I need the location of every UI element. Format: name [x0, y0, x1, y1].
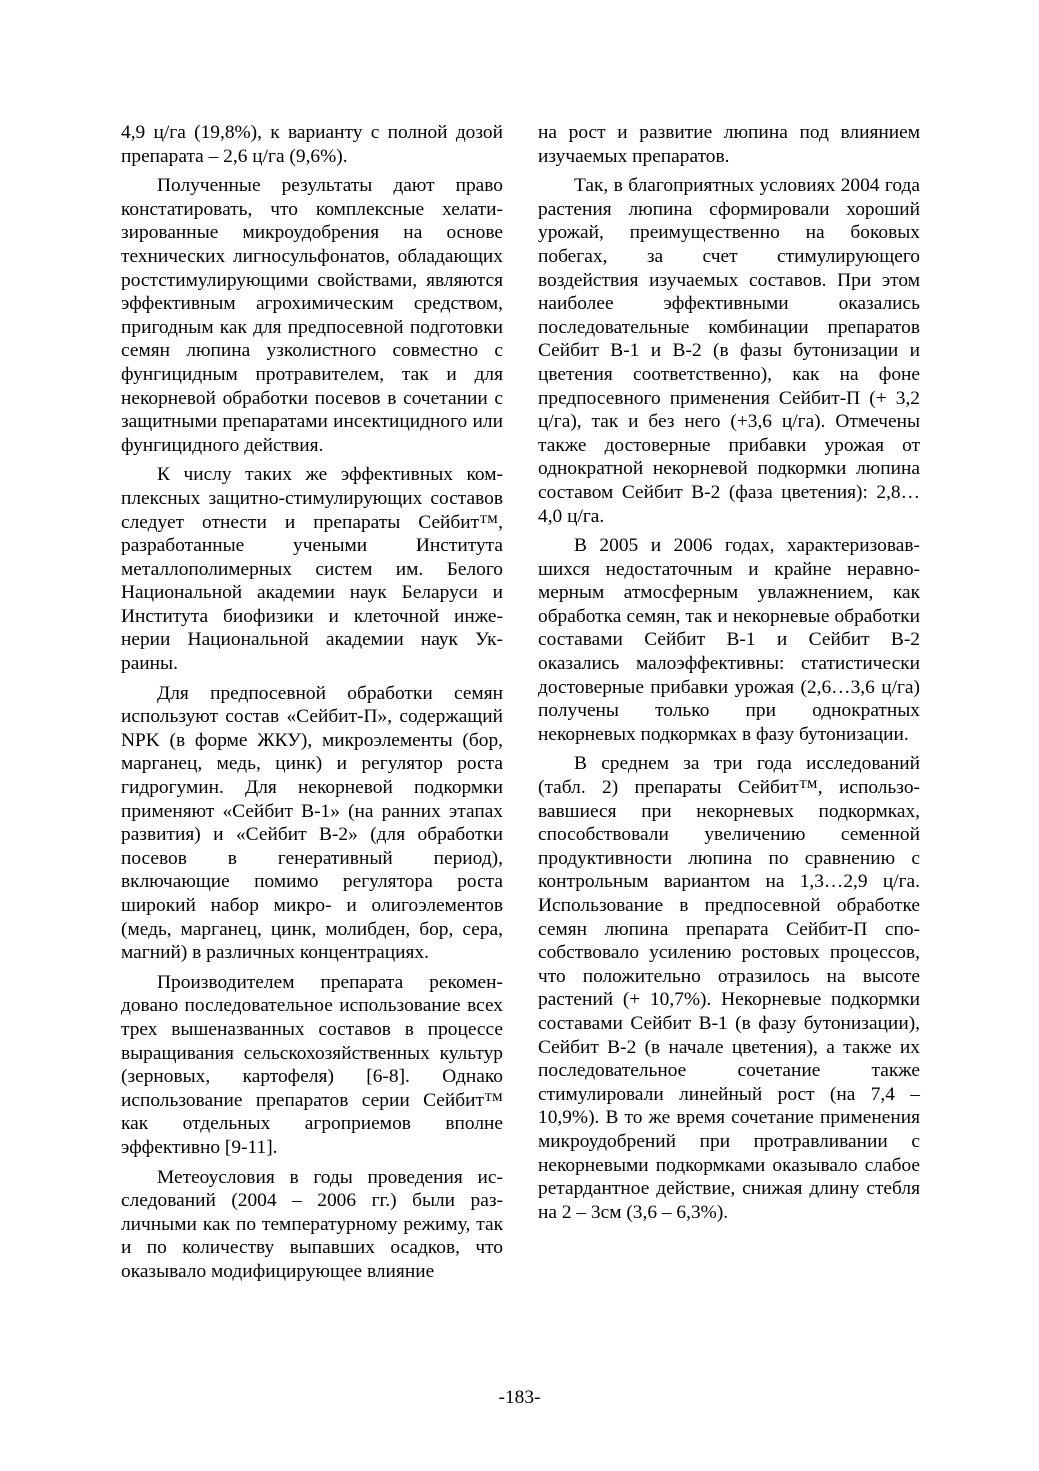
paragraph-2005-2006-results: В 2005 и 2006 годах, характеризовавшихся недостаточным и крайне неравномерным атмосферным увлажнением, как обработка семян, так и некорневые обработки составами Сейбит В-1 и Сейбит В-2 оказались малоэффективны: статистически достоверные прибавки урожая (2,6…3,6 ц/га) получены только при однократных некорневых подкормках в фазу бутонизации. — [538, 535, 920, 745]
paragraph-seibit-composition: Для предпосевной обработки семян используют состав «Сейбит-П», содержащий NPK (в форме ЖКУ), микроэлементы (бор, марганец, медь, цинк) и регулятор роста гидрогумин. Для некорневой подкормки применяют «Сейбит В-1» (на ранних этапах развития) и «Сейбит В-2» (для обработки посевов в генеративный период), включающие помимо регулятора роста широкий набор микро- и олигоэлементов (медь, марганец, цинк, молибден, бор, сера, магний) в различных концентрациях. — [121, 682, 503, 964]
page-number: -183- — [498, 1387, 541, 1408]
paragraph-continuation: на рост и развитие люпина под влиянием изучаемых препаратов. — [538, 122, 920, 167]
paragraph-manufacturer-recommendation: Производителем препарата рекомендовано последовательное использование всех трех вышеназванных составов в процессе выращивания сельскохозяйственных культур (зерновых, картофеля) [6-8]. Однако использование препаратов серии Сейбит™ как отдельных агроприемов вполне эффективно [9-11]. — [121, 971, 503, 1158]
paragraph-seibit-intro: К числу таких же эффективных комплексных защитно-стимулирующих составов следует отнести и препараты Сейбит™, разработанные учеными Института металлополимерных систем им. Белого Национальной академии наук Беларуси и Института биофизики и клеточной инженерии Национальной академии наук Украины. — [121, 464, 503, 675]
paragraph-weather-conditions: Метеоусловия в годы проведения исследований (2004 – 2006 гг.) были различными как по температурному режиму, так и по количеству выпавших осадков, что оказывало модифицирующее влияние — [121, 1166, 503, 1282]
paragraph-conclusions: Полученные результаты дают право констатировать, что комплексные хелатизированные микроудобрения на основе технических лигносульфонатов, обладающих ростстимулирующими свойствами, являются эффективным агрохимическим средством, пригодным как для предпосевной подготовки семян люпина узколистного совместно с фунгицидным протравителем, так и для некорневой обработки посевов в сочетании с защитными препаратами инсектицидного или фунгицидного действия. — [121, 175, 503, 456]
paragraph-continuation: 4,9 ц/га (19,8%), к варианту с полной дозой препарата – 2,6 ц/га (9,6%). — [121, 122, 503, 167]
right-column — [538, 121, 920, 1224]
paragraph-2004-results: Так, в благоприятных условиях 2004 года растения люпина сформировали хороший урожай, преимущественно на боковых побегах, за счет стимулирующего воздействия изучаемых составов. При этом наиболее эффективными оказались последовательные комбинации препаратов Сейбит В-1 и В-2 (в фазы бутонизации и цветения соответственно), как на фоне предпосевного применения Сейбит-П (+ 3,2 ц/га), так и без него (+3,6 ц/га). Отмечены также достоверные прибавки урожая от однократной некорневой подкормки люпина составом Сейбит В-2 (фаза цветения): 2,8…4,0 ц/га. — [538, 175, 920, 527]
paragraph-three-year-average: В среднем за три года исследований (табл. 2) препараты Сейбит™, использовавшиеся при некорневых подкормках, способствовали увеличению семенной продуктивности люпина по сравнению с контрольным вариантом на 1,3…2,9 ц/га. Использование в предпосевной обработке семян люпина препарата Сейбит-П способствовало усилению ростовых процессов, что положительно отразилось на высоте растений (+ 10,7%). Некорневые подкормки составами Сейбит В-1 (в фазу бутонизации), Сейбит В-2 (в начале цветения), а также их последовательное сочетание также стимулировали линейный рост (на 7,4 – 10,9%). В то же время сочетание применения микроудобрений при протравливании с некорневыми подкормками оказывало слабое ретардантное действие, снижая длину стебля на 2 – 3см (3,6 – 6,3%). — [538, 753, 920, 1223]
left-column — [121, 121, 503, 1284]
